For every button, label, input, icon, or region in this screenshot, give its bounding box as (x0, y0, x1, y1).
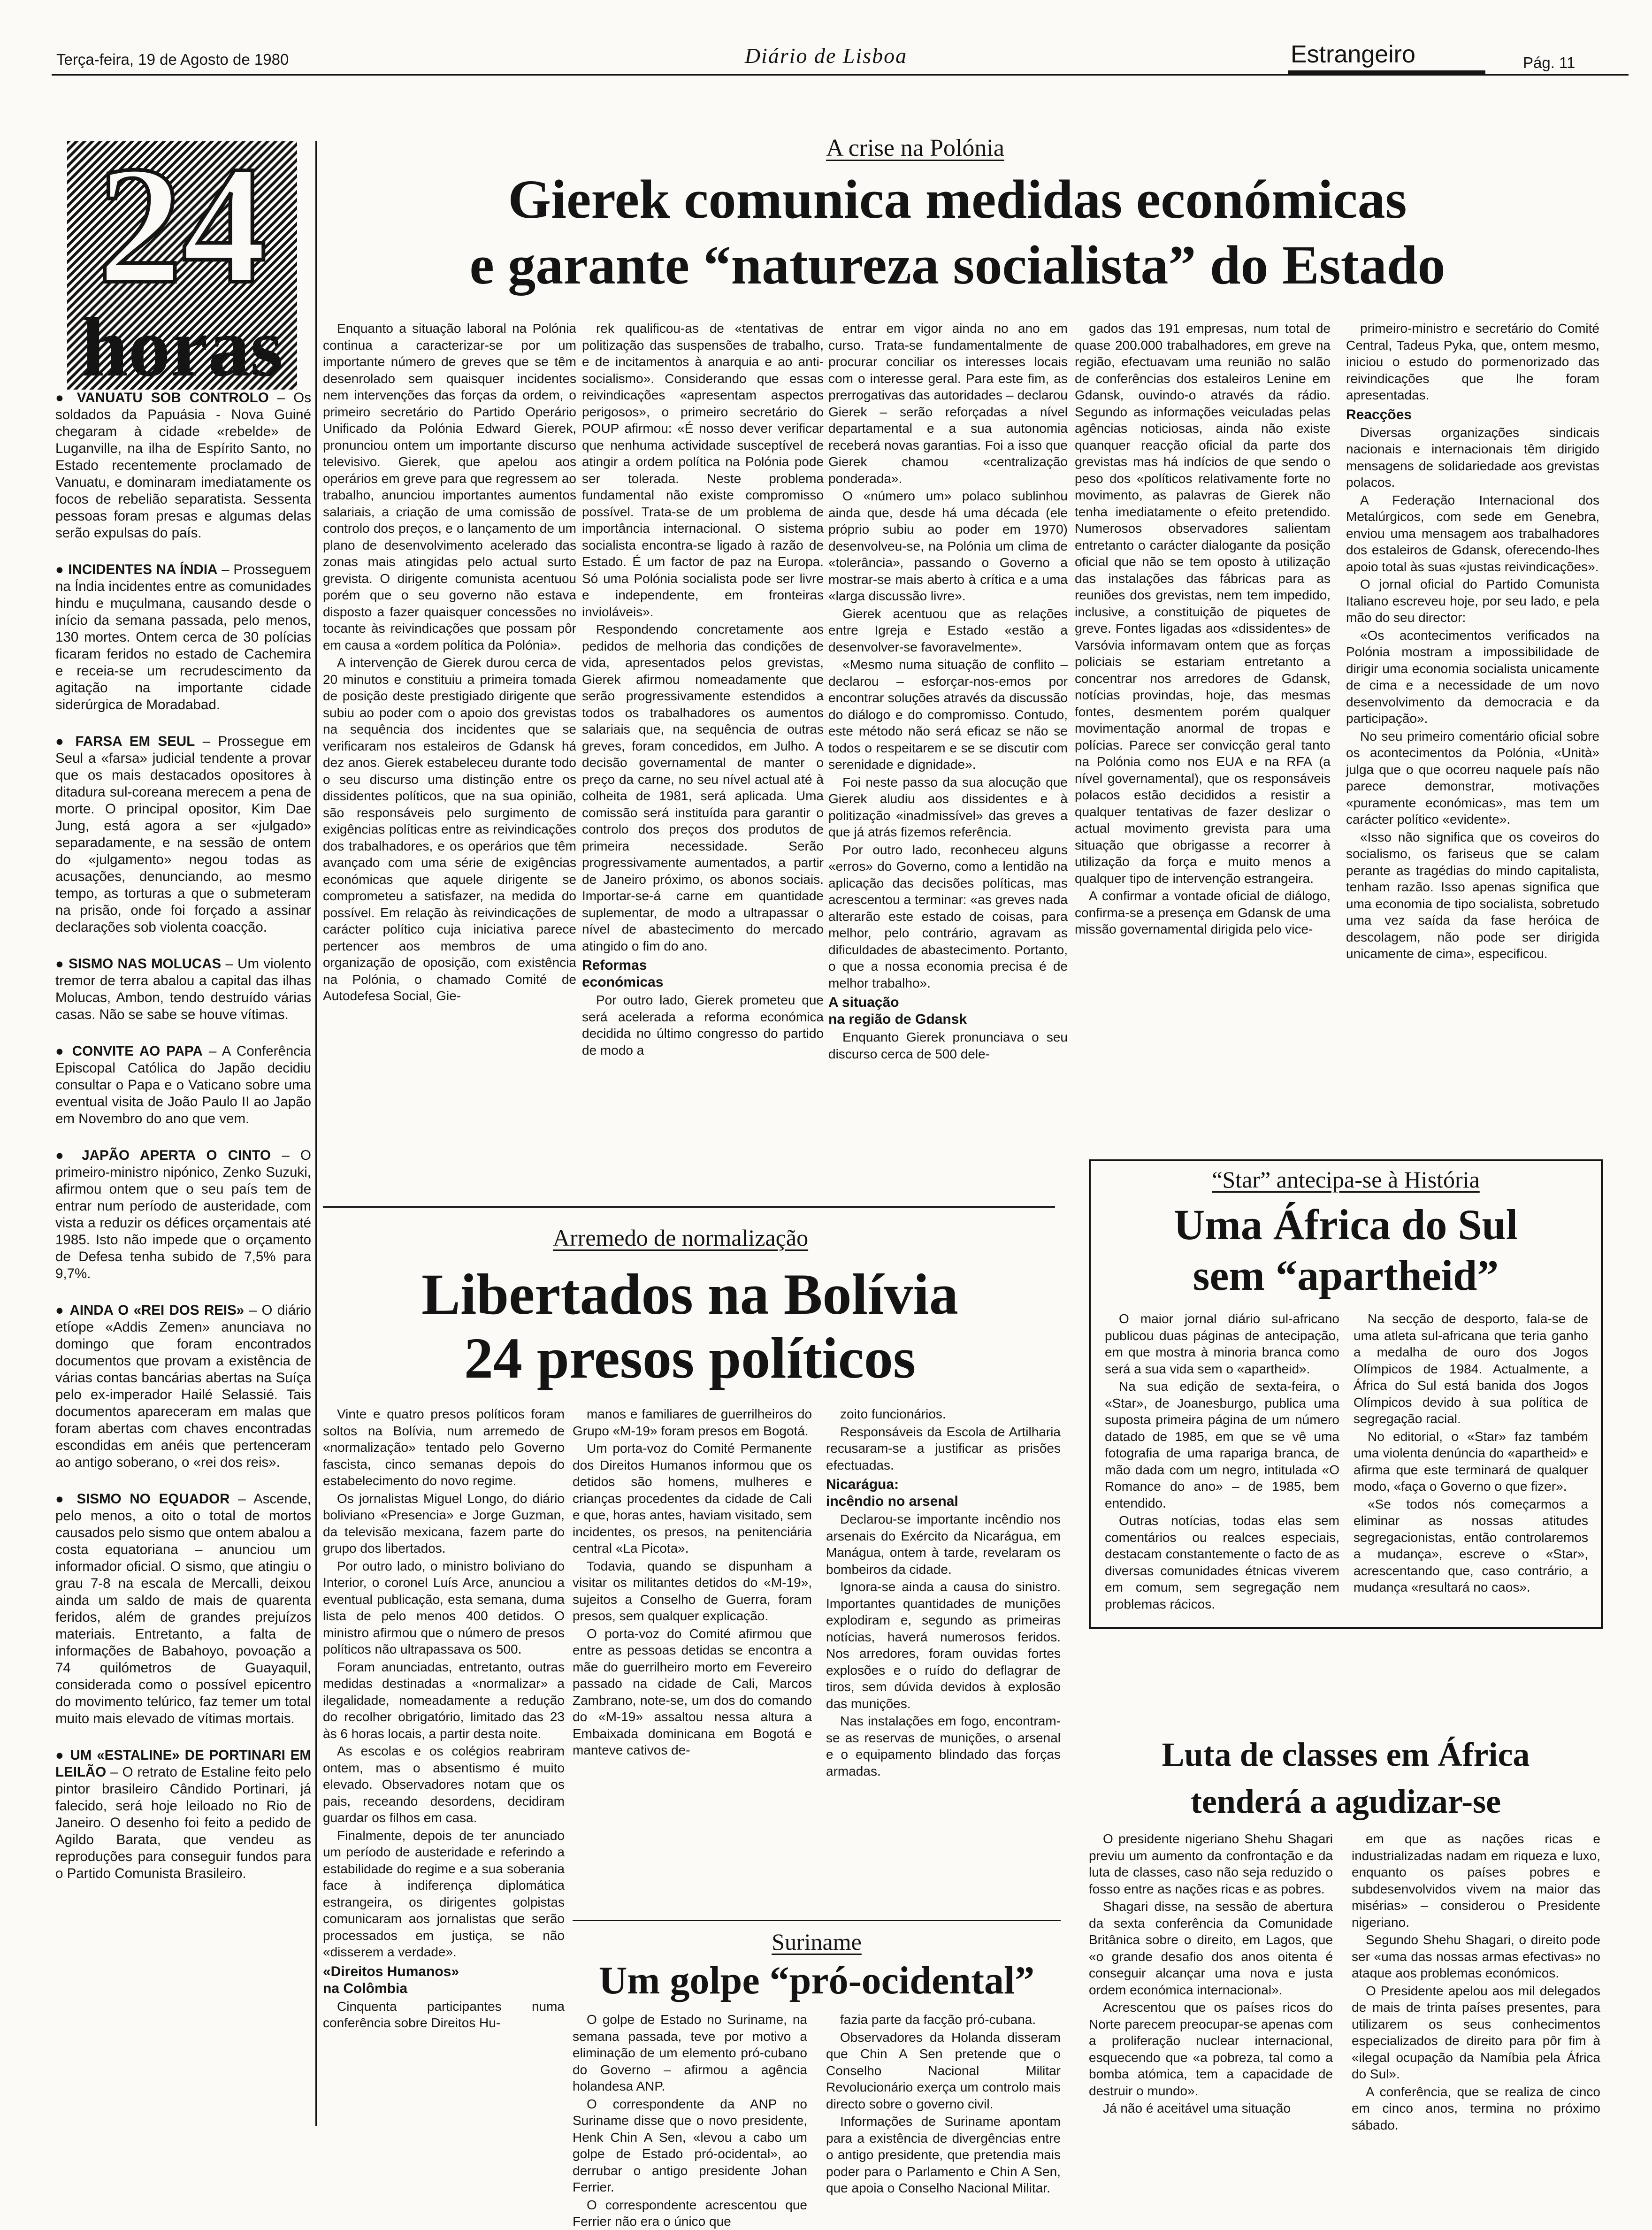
sidebar-item: ● JAPÃO APERTA O CINTO – O primeiro-ministro nipónico, Zenko Suzuki, afirmou ontem que o seu país tem de entrar num período de austeridade, com vista a reduzir os défices orçamentais até 1985. Isto não impede que o orçamento de Defesa tenha subido de 7,5% para 9,7%. (55, 1148, 311, 1281)
kicker-bolivia: Arremedo de normalização (552, 1225, 809, 1251)
page-number: Pág. 11 (1523, 54, 1576, 71)
poland-col-1: Enquanto a situação laboral na Polónia continua a caracterizar-se por um importante número de greves que se têm desenrolado sem quaisquer incidentes nem intervenções das forças da ordem, o primeiro secretário do Partido Operário Unificado da Polónia Edward Gierek, pronunciou ontem um importante discurso televisivo. Gierek, que apelou aos operários em greve para que regressem ao trabalho, anunciou importantes aumentos salariais, a criação de uma comissão de controlo dos preços, e o lançamento de um plano de desenvolvimento acelerado das zonas mais atingidas pelo actual surto grevista. O dirigente comunista acentuou porém que o seu governo não estava disposto a fazer quaisquer concessões no tocante às reivindicações que possam pôr em causa a «ordem política da Polónia». A intervenção de Gierek durou cerca de 20 minutos e constituiu a primeira tomada de posição deste prestigiado dirigente que subiu ao poder com o apoio dos grevistas na sequência dos incidentes que se verificaram nos estaleiros de Gdansk há dez anos. Gierek estabeleceu durante todo o seu discurso uma distinção entre os dissidentes políticos, que na sua opinião, são responsáveis pelo surgimento de exigências políticas entre as reivindicações dos trabalhadores, e os operários que têm avançado com uma série de exigências económicas que aquele dirigente se comprometeu a satisfazer, na medida do possível. Em relação às reivindicações de carácter político cuja iniciativa parece pertencer aos membros de uma organização de oposição, com existência na Polónia, o chamado Comité de Autodefesa Social, Gie- (323, 321, 576, 1003)
headline-suriname: Um golpe “pró-ocidental” (598, 1959, 1035, 2002)
bolivia-col-1: Vinte e quatro presos políticos foram soltos na Bolívia, num arremedo de «normalização» tentado pelo Governo fascista, cinco semanas depois do estabelecimento do novo regime. Os jornalistas Miguel Longo, do diário boliviano «Presencia» e Jorge Guzman, da televisão mexicana, fazem parte do grupo dos libertados. Por outro lado, o ministro boliviano do Interior, o coronel Luís Arce, anunciou a eventual publicação, esta semana, duma lista de pelo menos 400 detidos. O ministro afirmou que o número de presos políticos não ultrapassava os 500. Foram anunciadas, entretanto, outras medidas destinadas a «normalizar» a ilegalidade, nomeadamente a redução do recolher obrigatório, limitado das 23 às 6 horas locais, a partir desta noite. As escolas e os colégios reabriram ontem, mas o absentismo é muito elevado. Observadores notam que os pais, receando desordens, decidiram guardar os filhos em casa. Finalmente, depois de ter anunciado um período de austeridade e referindo a estabilidade do regime e a sua soberania face à indiferença diplomática estrangeira, os dirigentes golpistas comunicaram aos jornalistas que serão processados em justiça, se não «disserem a verdade». «Direitos Humanos» na Colômbia Cinquenta participantes numa conferência sobre Direitos Hu- (323, 1407, 565, 2030)
hatch-logo-graphic (67, 131, 297, 394)
sidebar-items (55, 390, 311, 2126)
sidebar-divider (315, 141, 317, 2126)
headline-bolivia-2: 24 presos políticos (464, 1326, 916, 1390)
sidebar-item: ● FARSA EM SEUL – Prossegue em Seul a «farsa» judicial tendente a provar que os mais destacados opositores à ditadura sul-coreana merecem a pena de morte. O principal opositor, Kim Dae Jung, está agora a ser «julgado» separadamente, e na sessão de ontem do «julgamento» negou todas as acusações, denunciando, ao mesmo tempo, as torturas a que o submeteram na prisão, onde foi forçado a assinar declarações sob violenta coacção. (55, 734, 311, 935)
suriname-top-rule (573, 1920, 1061, 1921)
sidebar-logo (67, 131, 297, 394)
kicker-poland: A crise na Polónia (826, 135, 1004, 161)
south-africa-col-2: Na secção de desporto, fala-se de uma atleta sul-africana que teria ganho a medalha de ouro dos Jogos Olímpicos de 1984. Actualmente, a África do Sul está banida dos Jogos Olímpicos devido à sua política de segregação racial. No editorial, o «Star» faz também uma violenta denúncia do «apartheid» e afirma que este terminará de qualquer modo, «faça o Governo o que fizer». «Se todos nós começarmos a eliminar as nossas atitudes segregacionistas, então controlaremos a mudança», escreve o «Star», acrescentando que, caso contrário, a mudança «resultará no caos». (1354, 1311, 1588, 1594)
poland-col-3: entrar em vigor ainda no ano em curso. Trata-se fundamentalmente de procurar conciliar os interesses locais com o interesse geral. Para este fim, as prerrogativas das autoridades – declarou Gierek – serão reforçadas a nível departamental e a sua autonomia receberá novas garantias. Foi a isso que Gierek chamou «centralização ponderada». O «número um» polaco sublinhou ainda que, desde há uma década (ele próprio subiu ao poder em 1970) desenvolveu-se, na Polónia um clima de «tolerância», passando o Governo a mostrar-se mais aberto à crítica e a uma «larga discussão livre». Gierek acentuou que as relações entre Igreja e Estado «estão a desenvolver-se favoravelmente». «Mesmo numa situação de conflito – declarou – esforçar-nos-emos por encontrar soluções através da discussão do diálogo e do compromisso. Contudo, este método não será eficaz se não se todos o respeitarem e se se discutir com serenidade e dignidade». Foi neste passo da sua alocução que Gierek aludiu aos dissidentes e à politização «inadmissível» das greves a que já atrás fizemos referência. Por outro lado, reconheceu alguns «erros» do Governo, como a lentidão na aplicação das decisões políticas, mas acrescentou a terminar: «as greves nada alterarão este estado de coisas, para melhor, pelo contrário, agravam as dificuldades de abastecimento. Portanto, o que a nossa economia precisa é de melhor trabalho». A situação na região de Gdansk Enquanto Gierek pronunciava o seu discurso cerca de 500 dele- (828, 321, 1068, 1061)
kicker-suriname: Suriname (772, 1929, 862, 1955)
subhead-nicaragua: Nicarágua: incêndio no arsenal (826, 1477, 958, 1509)
poland-col-5: primeiro-ministro e secretário do Comité Central, Tadeus Pyka, que, ontem mesmo, iniciou o estudo do pormenorizado das reivindicações que lhe foram apresentadas. Reacções Diversas organizações sindicais nacionais e internacionais têm dirigido mensagens de solidariedade aos grevistas polacos. A Federação Internacional dos Metalúrgicos, com sede em Genebra, enviou uma mensagem aos trabalhadores dos estaleiros de Gdansk, oferecendo-lhes apoio total às suas «justas reivindicações». O jornal oficial do Partido Comunista Italiano escreveu hoje, por seu lado, e pela mão do seu director: «Os acontecimentos verificados na Polónia mostram a impossibilidade de dirigir uma economia socialista unicamente de cima e a necessidade de um novo desenvolvimento da democracia e da participação». No seu primeiro comentário oficial sobre os acontecimentos da Polónia, «Unità» julga que o que ocorreu naquele país não parece demonstrar, motivações «puramente económicas», mas tem um carácter político «evidente». «Isso não significa que os coveiros do socialismo, os fariseus que se calam perante as tragédias do mindo capitalista, tenham razão. Isso apenas significa que uma economia de tipo socialista, sobretudo uma vez saída da fase heróica de descolagem, não pode ser dirigida unicamente de cima», especificou. (1346, 321, 1599, 961)
africa-classes-col-2: em que as nações ricas e industrializadas nadam em riqueza e luxo, enquanto os países pobres e subdesenvolvidos vivem na maior das misérias» – considerou o Presidente nigeriano. Segundo Shehu Shagari, o direito pode ser «uma das nossas armas efectivas» no ataque aos problemas económicos. O Presidente apelou aos mil delegados de mais de trinta países presentes, para utilizarem os seus conhecimentos especializados de direito para pôr fim à «ilegal ocupação da Namíbia pela África do Sul». A conferência, que se realiza de cinco em cinco anos, termina no próximo sábado. (1352, 1832, 1600, 2132)
kicker-south-africa: “Star” antecipa-se à História (1212, 1166, 1480, 1193)
page-header (0, 0, 1652, 94)
sidebar-item: ● VANUATU SOB CONTROLO – Os soldados da Papuásia - Nova Guiné chegaram à cidade «rebelde» de Luganville, na ilha de Espírito Santo, no Estado recentemente proclamado de Vanuatu, e dominaram imediatamente os focos de rebelião separatista. Sessenta pessoas foram presas e algumas delas serão expulsas do país. (55, 390, 311, 541)
sidebar-item: ● AINDA O «REI DOS REIS» – O diário etíope «Addis Zemen» anunciava no domingo que foram encontrados documentos que provam a existência de várias contas bancárias abertas na Suíça pelo ex-imperador Hailé Selassié. Tais documentos apareceram em malas que foram abertas com chaves encontradas escondidas em anéis que pertenceram ao antigo soberano, o «rei dos reis». (55, 1303, 312, 1470)
suriname-col-1: O golpe de Estado no Suriname, na semana passada, teve por motivo a eliminação de um elemento pró-cubano do Governo – afirmou a agência holandesa ANP. O correspondente da ANP no Suriname disse que o novo presidente, Henk Chin A Sen, «levou a cabo um golpe de Estado pró-ocidental», ao derrubar o antigo presidente Johan Ferrier. O correspondente acrescentou que Ferrier não era o único que (573, 2012, 807, 2229)
bolivia-col-2: manos e familiares de guerrilheiros do Grupo «M-19» foram presos em Bogotá. Um porta-voz do Comité Permanente dos Direitos Humanos informou que os detidos são homens, mulheres e crianças procedentes da cidade de Cali e que, horas antes, haviam visitado, sem incidentes, os presos, na penitenciária central «La Picota». Todavia, quando se dispunham a visitar os militantes detidos do «M-19», sujeitos a Conselho de Guerra, foram presos, sem qualquer explicação. O porta-voz do Comité afirmou que entre as pessoas detidas se encontra a mãe do guerrilheiro morto em Fevereiro passado na cidade de Cali, Marcos Zambrano, note-se, um dos do comando do «M-19» assaltou nessa altura a Embaixada dominicana em Bogotá e manteve cativos de- (573, 1407, 812, 1757)
section-rule (1288, 70, 1485, 74)
headline-poland-2: e garante “natureza socialista” do Estado (469, 234, 1446, 296)
masthead: Diário de Lisboa (744, 44, 908, 68)
sidebar-item: ● INCIDENTES NA ÍNDIA – Prosseguem na Índia incidentes entre as comunidades hindu e muçulmana, causando desde o início da semana passada, pelo menos, 130 mortes. Ontem cerca de 30 polícias ficaram feridos no estado de Cachemira e receia-se um recrudescimento da agitação na importante cidade siderúrgica de Moradabad. (55, 562, 311, 713)
poland-col-4: gados das 191 empresas, num total de quase 200.000 trabalhadores, em greve na região, efectuavam uma reunião no salão de conferências dos estaleiros Lenine em Gdansk, ouvindo-o através da rádio. Segundo as informações veiculadas pelas agências noticiosas, ainda não existe quanquer reacção oficial da parte dos grevistas mas há indícios de que sendo o peso dos «políticos relativamente forte no movimento, as palavras de Gierek não tenha imediatamente o efeito pretendido. Numerosos observadores salientam entretanto o carácter dialogante da posição oficial que não se tem oposto à utilização das instalações das fábricas para as reuniões dos grevistas, nem tem impedido, inclusive, a constituição de piquetes de greve. Fontes ligadas aos «dissidentes» de Varsóvia informavam ontem que as forças policiais se estariam entretanto a concentrar nos arredores de Gdansk, notícias provindas, hoje, das mesmas fontes, desmentem porém qualquer movimentação anormal de tropas e polícias. Parece ser convicção geral tanto na Polónia como nos EUA e na RFA (a nível governamental), que os responsáveis polacos estão decididos a resistir a qualquer tentativas de fazer deslizar o actual movimento grevista para uma situação que obrigasse a recorrer à utilização da força e muito menos a qualquer tipo de intervenção estrangeira. A confirmar a vontade oficial de diálogo, confirma-se a presença em Gdansk de uma missão governamental dirigida pelo vice- (1075, 321, 1331, 936)
sidebar-item: ● CONVITE AO PAPA – A Conferência Episcopal Católica do Japão decidiu consultar o Papa e o Vaticano sobre uma eventual visita de João Paulo II ao Japão em Novembro do ano que vem. (55, 1043, 311, 1126)
sidebar-item: ● SISMO NAS MOLUCAS – Um violento tremor de terra abalou a capital das ilhas Molucas, Ambon, tendo destruído várias casas. Não se sabe se houve vítimas. (55, 956, 311, 1022)
sidebar-24-horas (55, 131, 312, 2126)
headline-africa-classes-2: tenderá a agudizar-se (1190, 1783, 1501, 1820)
south-africa-box (1089, 1159, 1603, 1629)
sidebar-item: ● SISMO NO EQUADOR – Ascende, pelo menos, a oito o total de mortos causados pelo sismo que ontem abalou a costa equatoriana – anunciou um informador oficial. O sismo, que atingiu o grau 7-8 na escala de Mercalli, deixou ainda um saldo de mais de quarenta feridos, além de grandes prejuízos materiais. Entretanto, a falta de informações de Babahoyo, povoação a 74 quilómetros de Guayaquil, considerada como o possível epicentro do movimento telúrico, faz temer um total muito mais elevado de vítimas mortais. (55, 1491, 312, 1726)
sidebar-item: ● UM «ESTALINE» DE PORTINARI EM LEILÃO – O retrato de Estaline feito pelo pintor brasileiro Cândido Portinari, já falecido, será hoje leiloado no Rio de Janeiro. O desenho foi feito a pedido de Agildo Barata, que vendeu as reproduções para conseguir fundos para o Partido Comunista Brasileiro. (55, 1747, 312, 1881)
suriname-col-2: fazia parte da facção pró-cubana. Observadores da Holanda disseram que Chin A Sen pretende que o Conselho Nacional Militar Revolucionário exerça um controlo mais directo sobre o governo civil. Informações de Suriname apontam para a existência de divergências entre o antigo presidente, que pretendia mais poder para o Parlamento e Chin A Sen, que apoia o Conselho Nacional Militar. (826, 2012, 1061, 2195)
date-line: Terça-feira, 19 de Agosto de 1980 (56, 51, 289, 68)
header-rule (52, 74, 1629, 76)
south-africa-col-1: O maior jornal diário sul-africano publicou duas páginas de antecipação, em que mostra à minoria branca como será a sua vida sem o «apartheid». Na sua edição de sexta-feira, o «Star», de Joanesburgo, publica uma suposta primeira página de um número datado de 1985, em que se vê uma fotografia de uma rapariga branca, de mão dada com um negro, intitulada «O Romance do ano» – de 1985, bem entendido. Outras notícias, todas elas sem comentários ou realces especiais, destacam constantemente o facto de as diversas comunidades étnicas viverem em comum, sem segregação nem problemas rácicos. (1105, 1311, 1339, 1611)
headline-south-africa-1: Uma África do Sul (1173, 1201, 1518, 1249)
headline-poland-1: Gierek comunica medidas económicas (508, 169, 1407, 230)
poland-col-2: rek qualificou-as de «tentativas de politização das suspensões de trabalho, e de incitamentos à anarquia e ao anti-socialismo». Considerando que essas reivindicações «apresentam aspectos perigosos», o primeiro secretário do POUP afirmou: «É nosso dever verificar que nenhuma actividade susceptível de atingir a ordem política na Polónia pode ser tolerada. Neste problema fundamental não existe compromisso possível. Trata-se de um problema de importância internacional. O sistema socialista encontra-se ligado à razão de Estado. É um factor de paz na Europa. Só uma Polónia socialista pode ser livre e independente, em fronteiras invioláveis». Respondendo concretamente aos pedidos de melhoria das condições de vida, apresentados pelos grevistas, Gierek afirmou nomeadamente que serão progressivamente estendidos a todos os trabalhadores os aumentos salariais que, na sequência de outras greves, foram concedidos, em Julho. A decisão governamental de manter o preço da carne, no seu nível actual até à colheita de 1981, será aplicada. Uma comissão será instituída para garantir o controlo dos preços dos produtos de primeira necessidade. Serão progressivamente aumentados, a partir de Janeiro próximo, os abonos sociais. Importar-se-á carne em quantidade suplementar, de modo a ultrapassar o nível de abastecimento do mercado atingido o fim do ano. Reformas económicas Por outro lado, Gierek prometeu que será acelerada a reforma económica decidida no último congresso do partido de modo a (582, 321, 824, 1058)
poland-bottom-rule (323, 1206, 1055, 1208)
subhead-colombia: «Direitos Humanos» na Colômbia (323, 1963, 459, 1996)
subhead-reaccoes: Reacções (1346, 406, 1412, 422)
headline-africa-classes-1: Luta de classes em África (1162, 1736, 1530, 1773)
section-title: Estrangeiro (1291, 41, 1415, 68)
headline-bolivia-1: Libertados na Bolívia (421, 1262, 958, 1326)
africa-classes-col-1: O presidente nigeriano Shehu Shagari previu um aumento da confrontação e da luta de classes, caso não seja reduzido o fosso entre as nações ricas e as pobres. Shagari disse, na sessão de abertura da sexta conferência da Comunidade Britânica sobre o direito, em Lagos, que «o grande desafio dos anos oitenta é conseguir alcançar uma nova e justa ordem económica internacional». Acrescentou que os países ricos do Norte parecem preocupar-se apenas com a proliferação nuclear internacional, esquecendo que «a pobreza, tal como a bomba atómica, tem a capacidade de destruir o mundo». Já não é aceitável uma situação (1089, 1832, 1333, 2115)
bolivia-col-3: zoito funcionários. Responsáveis da Escola de Artilharia recusaram-se a justificar as prisões efectuadas. Nicarágua: incêndio no arsenal Declarou-se importante incêndio nos arsenais do Exército da Nicarágua, em Manágua, ontem à tarde, revelaram os bombeiros da cidade. Ignora-se ainda a causa do sinistro. Importantes quantidades de munições explodiram e, segundo as primeiras notícias, haverá numerosos feridos. Nos arredores, foram ouvidas fortes explosões e o ruído do deflagrar de tiros, sem dúvida devidos à explosão das munições. Nas instalações em fogo, encontram-se as reservas de munições, o arsenal e o equipamento blindado das forças armadas. (826, 1407, 1061, 1778)
headline-south-africa-2: sem “apartheid” (1193, 1251, 1499, 1299)
logo-word: horas (81, 300, 283, 394)
subhead-gdansk: A situação na região de Gdansk (828, 995, 967, 1027)
logo-number: 24 (98, 131, 267, 318)
subhead-reformas: Reformas económicas (582, 958, 664, 990)
